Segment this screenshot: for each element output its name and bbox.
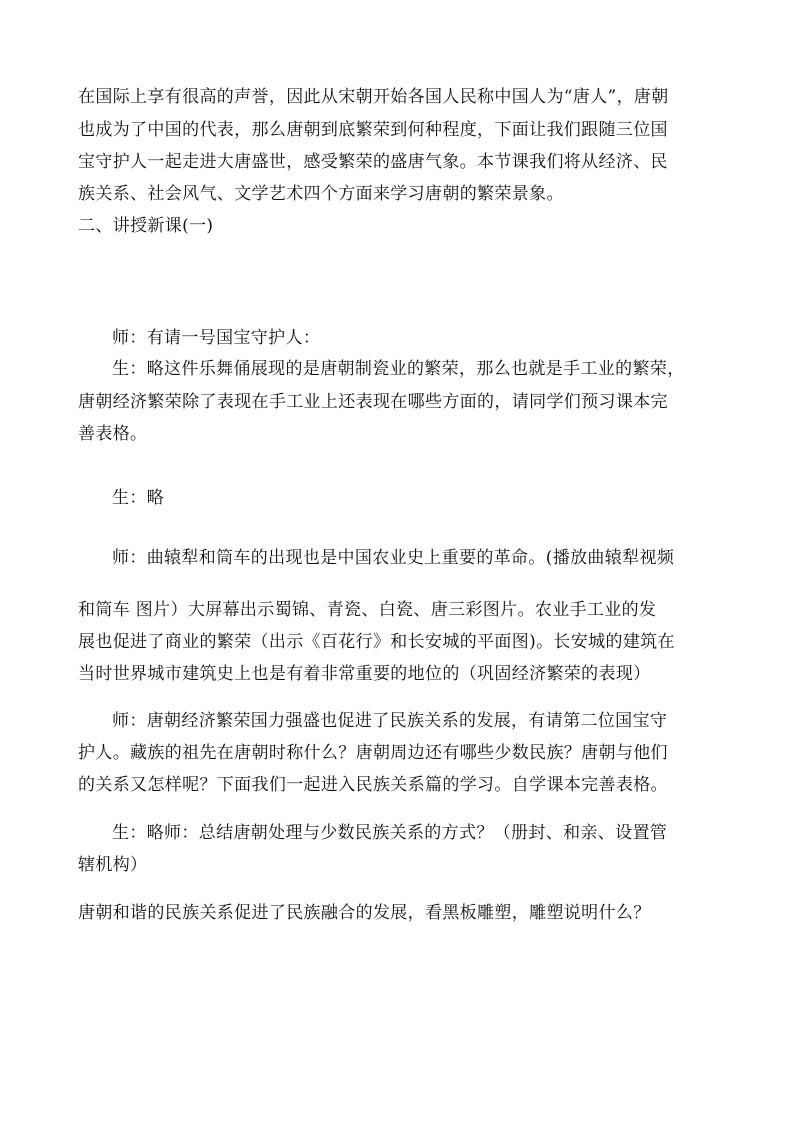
- paragraph-line: 辖机构）: [78, 855, 148, 875]
- paragraph-line: 唐朝经济繁荣除了表现在手工业上还表现在哪些方面的，请同学们预习课本完: [78, 392, 668, 412]
- paragraph-line: 也成为了中国的代表，那么唐朝到底繁荣到何种程度，下面让我们跟随三位国: [78, 120, 668, 140]
- paragraph-line: 护人。藏族的祖先在唐朝时称什么？唐朝周边还有哪些少数民族？唐朝与他们: [78, 743, 668, 763]
- paragraph-line: 当时世界城市建筑史上也是有着非常重要的地位的（巩固经济繁荣的表现）: [78, 664, 651, 684]
- paragraph-line: 善表格。: [78, 424, 148, 444]
- paragraph-line: 生：略这件乐舞俑展现的是唐朝制瓷业的繁荣，那么也就是手工业的繁荣，: [112, 359, 685, 379]
- paragraph-line: 师：唐朝经济繁荣国力强盛也促进了民族关系的发展，有请第二位国宝守: [112, 711, 668, 731]
- paragraph-line: 师：曲辕犁和筒车的出现也是中国农业史上重要的革命。(播放曲辕犁视频: [112, 548, 675, 568]
- paragraph-line: 生：略师：总结唐朝处理与少数民族关系的方式？（册封、和亲、设置管: [112, 823, 668, 843]
- paragraph-line: 和筒车 图片）大屏幕出示蜀锦、青瓷、白瓷、唐三彩图片。农业手工业的发: [78, 600, 657, 620]
- paragraph-line: 的关系又怎样呢？下面我们一起进入民族关系篇的学习。自学课本完善表格。: [78, 775, 668, 795]
- paragraph-line: 唐朝和谐的民族关系促进了民族融合的发展，看黑板雕塑，雕塑说明什么？: [78, 903, 651, 923]
- paragraph-line: 宝守护人一起走进大唐盛世，感受繁荣的盛唐气象。本节课我们将从经济、民: [78, 152, 668, 172]
- paragraph-line: 展也促进了商业的繁荣（出示《百花行》和长安城的平面图)。长安城的建筑在: [78, 632, 675, 652]
- section-heading: 二、讲授新课(一): [78, 216, 214, 236]
- paragraph-line: 生：略: [112, 488, 165, 508]
- paragraph-line: 族关系、社会风气、文学艺术四个方面来学习唐朝的繁荣景象。: [78, 184, 564, 204]
- paragraph-line: 师：有请一号国宝守护人：: [112, 328, 321, 348]
- paragraph-line: 在国际上享有很高的声誉，因此从宋朝开始各国人民称中国人为“唐人”，唐朝: [78, 87, 669, 107]
